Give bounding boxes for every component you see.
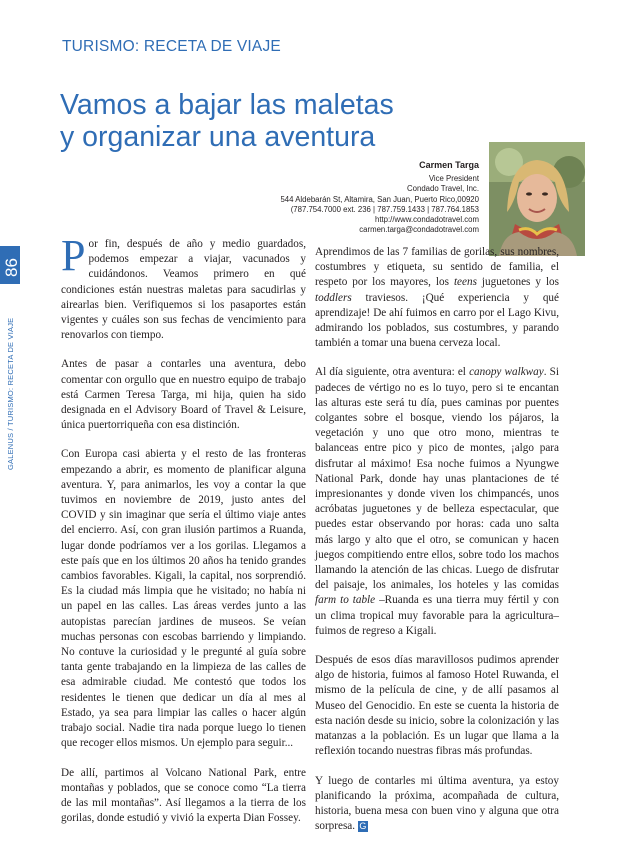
author-name: Carmen Targa xyxy=(419,160,479,170)
section-header: TURISMO: RECETA DE VIAJE xyxy=(62,38,281,55)
paragraph-5-text-b: juguetones y los xyxy=(476,276,559,289)
author-address: 544 Aldebarán St, Altamira, San Juan, Puerto Rico,00920 xyxy=(280,194,479,204)
paragraph-4: De allí, partimos al Volcano National Park, entre montañas y poblados, que se conoce como “La tierra de las mil montañas”. Así llegamos a la tierra de los gorilas, donde estudió y vivió la experta Dian Fossey. xyxy=(61,766,306,825)
page-number-tab xyxy=(0,246,20,284)
paragraph-5-text-a: Aprendimos de las 7 familias de gorilas, sus nombres, costumbres y etiqueta, su sentido de familia, el respeto por los mayores, los xyxy=(315,246,559,289)
paragraph-5 xyxy=(315,245,559,351)
paragraph-7: Después de esos días maravillosos pudimos aprender algo de historia, fuimos al famoso Hotel Ruwanda, el mismo de la película de cine, y de allí pasamos al Museo del Genocidio. En este se cuenta la historia de esta nación desde su inicio, sobre la colonización y las matanzas a la población. Es un lugar que llama a la reflexión tocando nuestras fibras más profundas. xyxy=(315,654,559,758)
page-number: 86 xyxy=(2,258,21,277)
drop-cap: P xyxy=(61,231,86,280)
paragraph-6-text-b: . Si padeces de vértigo no es lo tuyo, pero si te encantan las alturas este será tu día, pues caminas por puentes colgantes sobre el bosque, viendo los pájaros, la vegetación y uno que otro mono, mientras te balanceas entre pico y pico de montes, ¡algo para disfrutar al máximo! Esa noche fuimos a Nyungwe National Park, donde hay unas plantaciones de té impresionantes y donde viven los chimpancés, unos acróbatas juguetones y de belleza espectacular, que puedes estar observando por horas: cada uno salta más largo y alto que el otro, se comunican y hacen juegos compitiendo entre ellos, sobre todo los machos llamando la atención de las chicas. Luego de disfrutar del paisaje, los animales, los hoteles y las comidas xyxy=(315,366,559,592)
author-email: carmen.targa@condadotravel.com xyxy=(359,225,479,235)
author-role: Vice President xyxy=(428,174,479,184)
article-title xyxy=(60,89,440,153)
paragraph-1-text: or fin, después de año y medio guardados, podemos empezar a viajar, vacunados y cuidándonos. Veamos primero en qué condiciones están nuestras maletas para sacudirlas y airearlas bien. Verifiquemos si los pasaportes están vigentes y cuáles son sus fechas de vencimiento para renovarlos con tiempo. xyxy=(61,238,306,342)
paragraph-6 xyxy=(315,365,559,639)
text-column-left xyxy=(61,231,306,840)
author-website: http://www.condadotravel.com xyxy=(374,215,479,225)
author-phones: (787.754.7000 ext. 236 | 787.759.1433 | 787.764.1853 xyxy=(290,204,479,214)
paragraph-8-text: Y luego de contarles mi última aventura, ya estoy planificando la próxima, acompañada de cultura, historia, buena mesa con buen vino y alguna que otra sorpresa. xyxy=(315,774,559,833)
paragraph-6-text-a: Al día siguiente, otra aventura: el xyxy=(315,366,470,379)
end-mark-icon: G xyxy=(359,821,367,832)
paragraph-3: Con Europa casi abierta y el resto de las fronteras empezando a abrir, es momento de planificar alguna aventura. Y, para animarlos, les voy a contar la que tuvimos en noviembre de 2019, justo antes del COVID y sin imaginar que sería el último viaje antes del encierro. Así, con gran ilusión partimos a Ruanda, lugar donde podríamos ver a los gorilas. Llegamos a este país que en los últimos 20 años ha tenido grandes cambios favorables. Kigali, la capital, nos sorprendió. Es la ciudad más limpia que he visitado; no había ni un papel en las calles. Las áreas verdes junto a las autopistas parecían jardines de museos. Se veían muchas personas con escobas barriendo y limpiando. No contuve la curiosidad y le pregunté al guía sobre tanta gente trabajando en la limpieza de las calles de esa admirable ciudad. Me contestó que todos los residentes le tienen que dedicar un día al mes al Estado, ya sea para limpiar las calles o hacer algún trabajo social. Nadie tira nada porque luego lo tienen que recoger ellos mismos. Un ejemplo para seguir... xyxy=(61,448,306,750)
author-portrait-image xyxy=(489,142,585,256)
paragraph-6-text-c: –Ruanda es una tierra muy fértil y con un clima tropical muy favorable para la agricultura– fuimos de regreso a Kigali. xyxy=(315,594,559,637)
title-line-2: y organizar una aventura xyxy=(60,121,376,153)
paragraph-8 xyxy=(315,774,559,835)
author-photo xyxy=(489,142,585,256)
author-block xyxy=(280,160,479,235)
text-column-right xyxy=(315,245,559,848)
paragraph-2: Antes de pasar a contarles una aventura, debo comentar con orgullo que en nuestro equipo de trabajo está Carmen Teresa Targa, mi hija, quien ha sido designada en el Advisory Board of Travel & Leisure, única puertorriqueña con esa distinción. xyxy=(61,358,306,432)
sidebar-running-title: GALENUS / TURISMO: RECETA DE VIAJE xyxy=(6,317,15,470)
paragraph-1 xyxy=(61,231,306,343)
author-company: Condado Travel, Inc. xyxy=(407,184,479,194)
title-line-1: Vamos a bajar las maletas xyxy=(60,89,394,121)
paragraph-5-text-c: traviesos. ¡Qué experiencia y qué aprendizaje! De ahí fuimos en carro por el Lago Kivu, admirando los poblados, sus costumbres, y parando también a tomar una buena cerveza local. xyxy=(315,291,559,350)
toddlers-italic: toddlers xyxy=(315,291,352,304)
canopy-italic: canopy walkway xyxy=(469,366,544,379)
teens-italic: teens xyxy=(453,276,477,289)
farm-to-table-italic: farm to table xyxy=(315,594,376,607)
